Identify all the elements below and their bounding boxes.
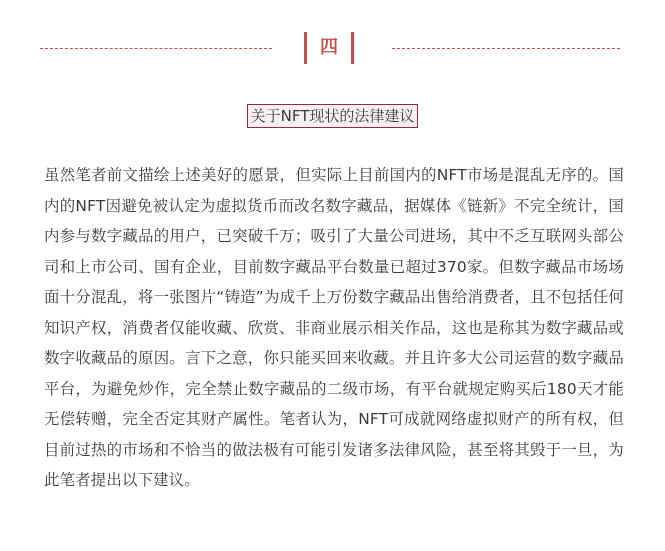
right-dashed-divider (392, 48, 620, 49)
left-dashed-divider (40, 48, 272, 49)
section-number-badge (304, 32, 354, 64)
section-number: 四 (320, 37, 338, 58)
section-subtitle: 关于NFT现状的法律建议 (247, 104, 419, 128)
badge-right-bar (351, 32, 354, 64)
subtitle-container (0, 104, 665, 128)
badge-left-bar (304, 32, 307, 64)
body-paragraph: 虽然笔者前文描绘上述美好的愿景，但实际上目前国内的NFT市场是混乱无序的。国内的NFT因避免被认定为虚拟货币而改名数字藏品，据媒体《链新》不完全统计，国内参与数字藏品的用户，已突破千万；吸引了大量公司进场，其中不乏互联网头部公司和上市公司、国有企业，目前数字藏品平台数量已超过370家。但数字藏品市场场面十分混乱，将一张图片“铸造”为成千上万份数字藏品出售给消费者，且不包括任何知识产权，消费者仅能收藏、欣赏、非商业展示相关作品，这也是称其为数字藏品或数字收藏品的原因。言下之意，你只能买回来收藏。并且许多大公司运营的数字藏品平台，为避免炒作，完全禁止数字藏品的二级市场，有平台就规定购买后180天才能无偿转赠，完全否定其财产属性。笔者认为，NFT可成就网络虚拟财产的所有权，但目前过热的市场和不恰当的做法极有可能引发诸多法律风险，甚至将其毁于一旦，为此笔者提出以下建议。 (44, 166, 624, 489)
section-header (0, 30, 665, 68)
